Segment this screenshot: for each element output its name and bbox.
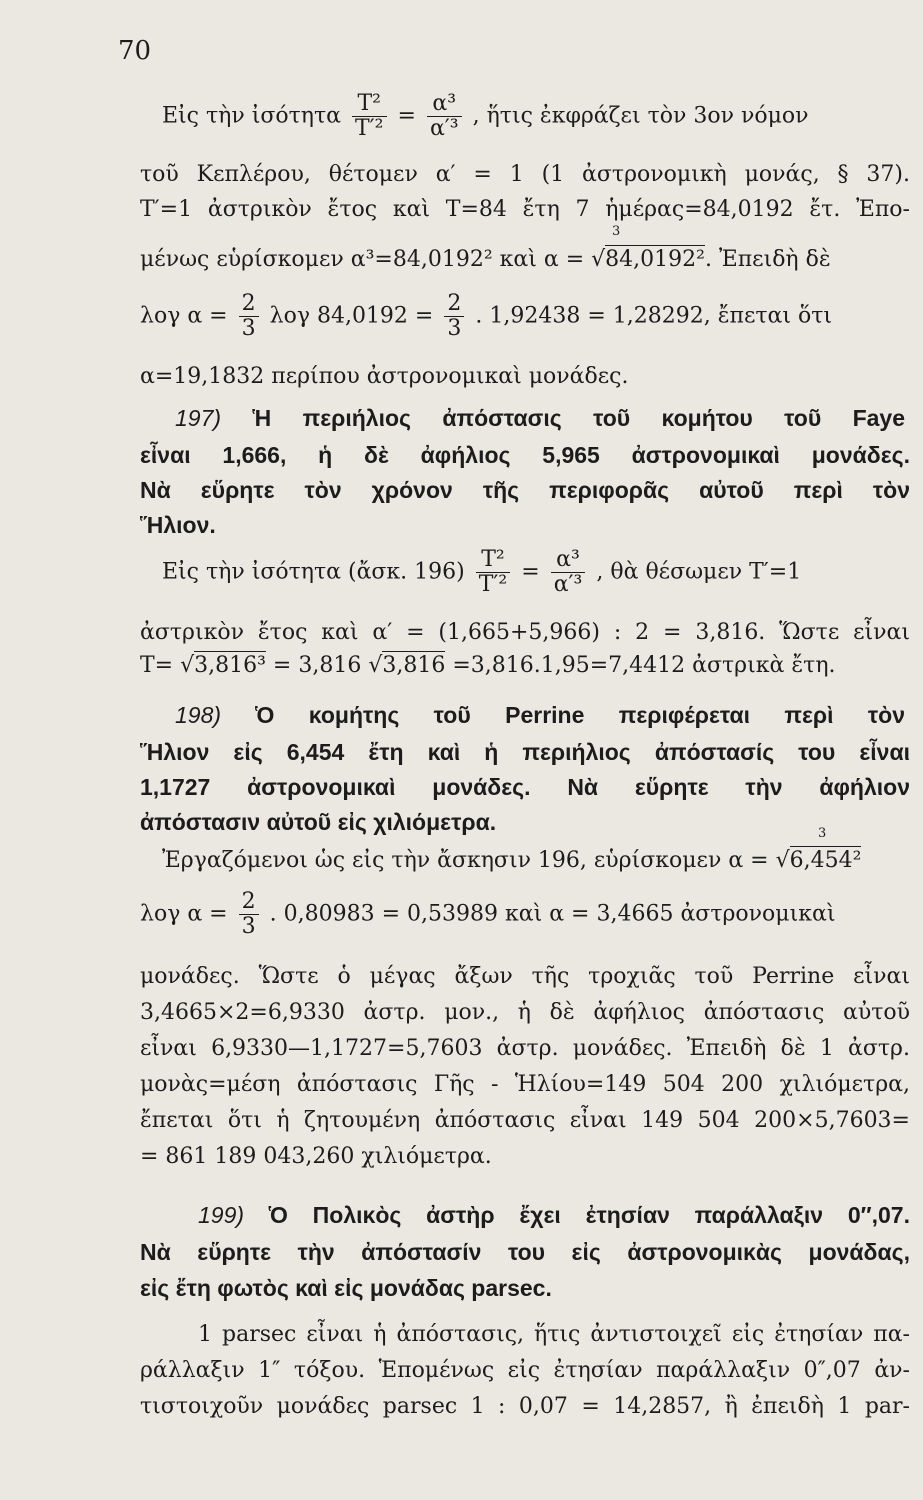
text: Ἐργαζόμενοι ὡς εἰς τὴν ἄσκησιν 196, εὑρίσκομεν α = √	[162, 848, 790, 873]
text-line: ἔπεται ὅτι ἡ ζητουμένη ἀπόστασις εἶναι 149 504 200×5,7603=	[140, 1108, 910, 1133]
denominator: 3	[241, 914, 256, 939]
exercise-text: εἶναι 1,666, ἡ δὲ ἀφήλιος 5,965 ἀστρονομικαὶ μονάδες.	[140, 442, 910, 468]
text-line: ράλλαξιν 1″ τόξου. Ἑπομένως εἰς ἐτησίαν παράλλαξιν 0″,07 ἀν-	[140, 1358, 910, 1383]
exercise-198-heading	[175, 700, 905, 730]
text-line	[140, 245, 910, 275]
exercise-text: 1,1727 ἀστρονομικαὶ μονάδες. Νὰ εὕρητε τὴν ἀφήλιον	[140, 774, 910, 800]
text-line: 3,4665×2=6,9330 ἀστρ. μον., ἡ δὲ ἀφήλιος ἀπόστασις αὐτοῦ	[140, 1000, 910, 1025]
text: μένως εὑρίσκομεν α³=84,0192² καὶ α = √	[140, 247, 606, 272]
text: λογ 84,0192 =	[269, 303, 434, 329]
numerator: T²	[352, 92, 387, 117]
exercise-text: ἀπόστασιν αὐτοῦ εἰς χιλιόμετρα.	[140, 809, 497, 835]
fraction-two-thirds	[239, 890, 259, 939]
exercise-text: Ἥλιον.	[140, 512, 216, 538]
text: Ὁ κομήτης τοῦ Perrine περιφέρεται περὶ τὸν	[255, 702, 905, 728]
denominator: T′²	[355, 116, 384, 141]
text-line: T′=1 ἀστρικὸν ἔτος καὶ T=84 ἔτη 7 ἡμέρας=84,0192 ἔτ. Ἐπο-	[140, 197, 910, 222]
text: Ἡ περιήλιος ἀπόστασις τοῦ κομήτου τοῦ Faye	[252, 405, 905, 431]
exercise-number: 198)	[175, 702, 222, 728]
numerator: 2	[239, 292, 259, 317]
text: . 1,92438 = 1,28292, ἔπεται ὅτι	[475, 303, 833, 329]
exercise-text: Νὰ εὕρητε τὴν ἀπόστασίν του εἰς ἀστρονομικὰς μονάδας,	[140, 1239, 910, 1265]
exercise-text: Ἥλιον εἰς 6,454 ἔτη καὶ ἡ περιήλιος ἀπόστασίς του εἶναι	[140, 739, 910, 765]
denominator: 3	[447, 316, 462, 341]
radicand: 3,816	[382, 653, 446, 678]
fraction-t	[476, 548, 511, 597]
text: . 0,80983 = 0,53989 καὶ α = 3,4665 ἀστρονομικαὶ	[269, 901, 836, 927]
text: = 3,816 √	[265, 653, 383, 678]
text: T= √	[140, 653, 195, 678]
fraction-two-thirds	[444, 292, 464, 341]
kepler-equation-line	[162, 92, 902, 141]
numerator: α³	[551, 548, 586, 573]
numerator: T²	[476, 548, 511, 573]
exercise-text: εἰς ἔτη φωτὸς καὶ εἰς μονάδας parsec.	[140, 1275, 552, 1301]
exercise-number: 199)	[198, 1202, 245, 1228]
denominator: α′³	[553, 572, 583, 597]
text: Εἰς τὴν ἰσότητα (ἄσκ. 196)	[162, 559, 465, 585]
numerator: 2	[239, 890, 259, 915]
root-index: 3	[612, 224, 621, 239]
fraction-alpha	[551, 548, 586, 597]
text: Ὁ Πολικὸς ἀστὴρ ἔχει ἐτησίαν παράλλαξιν 0″,07.	[268, 1202, 910, 1228]
text: . Ἐπειδὴ δὲ	[704, 247, 831, 272]
solution-line	[162, 548, 902, 597]
text-line: μονὰς=μέση ἀπόστασις Γῆς - Ἡλίου=149 504 200 χιλιόμετρα,	[140, 1072, 910, 1097]
numerator: α³	[427, 92, 462, 117]
denominator: 3	[241, 316, 256, 341]
radicand: 84,0192²	[605, 247, 705, 272]
exercise-number: 197)	[175, 405, 222, 431]
text-line: ἀστρικὸν ἔτος καὶ α′ = (1,665+5,966) : 2 = 3,816. Ὥστε εἶναι	[140, 620, 910, 645]
exercise-197-heading	[175, 403, 905, 433]
radicand: 3,816³	[194, 653, 266, 678]
log-line	[140, 890, 910, 939]
text-line	[140, 651, 910, 681]
text-line: α=19,1832 περίπου ἀστρονομικαὶ μονάδες.	[140, 364, 629, 389]
fraction-alpha	[427, 92, 462, 141]
page-number: 70	[118, 36, 152, 66]
root-index: 3	[818, 826, 827, 841]
exercise-199-heading	[198, 1200, 910, 1230]
text: , θὰ θέσωμεν T′=1	[596, 559, 802, 585]
numerator: 2	[444, 292, 464, 317]
denominator: T′²	[478, 572, 508, 597]
radicand: 6,454²	[789, 848, 862, 873]
exercise-text: Νὰ εὕρητε τὸν χρόνον τῆς περιφορᾶς αὐτοῦ περὶ τὸν	[140, 477, 910, 503]
text-line: τοῦ Κεπλέρου, θέτομεν α′ = 1 (1 ἀστρονομικὴ μονάς, § 37).	[140, 162, 910, 187]
text-line: 1 parsec εἶναι ἡ ἀπόστασις, ἥτις ἀντιστοιχεῖ εἰς ἐτησίαν πα-	[198, 1322, 910, 1347]
equals: =	[521, 559, 540, 585]
text-line	[162, 846, 912, 876]
log-line	[140, 292, 910, 341]
fraction-t	[352, 92, 387, 141]
text: , ἥτις ἐκφράζει τὸν 3ον νόμον	[472, 103, 809, 129]
text: λογ α =	[140, 303, 228, 329]
fraction-two-thirds	[239, 292, 259, 341]
text: Εἰς τὴν ἰσότητα	[162, 103, 341, 129]
text-line: μονάδες. Ὥστε ὁ μέγας ἄξων τῆς τροχιᾶς τοῦ Perrine εἶναι	[140, 964, 910, 989]
text: λογ α =	[140, 901, 228, 927]
denominator: α′³	[429, 116, 459, 141]
text: =3,816.1,95=7,4412 ἀστρικὰ ἔτη.	[445, 653, 836, 678]
equals: =	[397, 103, 416, 129]
text-line: = 861 189 043,260 χιλιόμετρα.	[140, 1144, 492, 1169]
text-line: τιστοιχοῦν μονάδες parsec 1 : 0,07 = 14,2857, ἢ ἐπειδὴ 1 par-	[140, 1394, 910, 1419]
text-line: εἶναι 6,9330—1,1727=5,7603 ἀστρ. μονάδες. Ἐπειδὴ δὲ 1 ἀστρ.	[140, 1036, 910, 1061]
